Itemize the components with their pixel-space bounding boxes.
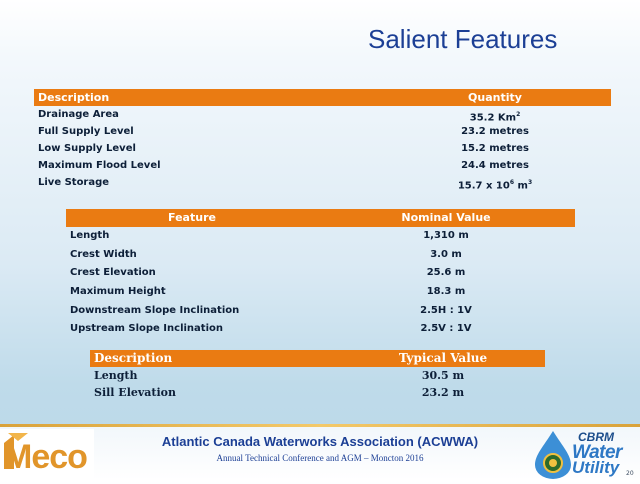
table-row <box>66 320 575 339</box>
row-label: Upstream Slope Inclination <box>70 323 223 335</box>
row-value: 23.2 metres <box>461 126 529 137</box>
row-value: 15.7 x $10^6$ $m^3$ <box>457 179 533 192</box>
cbrm-logo-water: Water <box>572 442 622 463</box>
cbrm-logo-top: CBRM <box>578 430 614 444</box>
row-label: Live Storage <box>38 177 110 188</box>
row-value: 25.6 m <box>426 267 466 279</box>
table-row <box>66 246 575 265</box>
table-header <box>34 89 611 106</box>
row-value: 23.2 m <box>421 386 465 399</box>
table-row <box>66 264 575 283</box>
header-feature: Feature <box>168 211 216 224</box>
slide-title: Salient Features <box>368 24 558 54</box>
row-value: 2.5V : 1V <box>420 323 472 335</box>
row-label: Low Supply Level <box>38 143 136 154</box>
meco-logo-text: Meco <box>4 438 87 476</box>
page-number: 20 <box>626 470 634 477</box>
row-value: 18.3 m <box>426 286 466 298</box>
row-value: 1,310 m <box>423 230 469 241</box>
row-value: 35.2 Km$^2$ <box>469 111 521 124</box>
spillway-table <box>90 350 545 401</box>
row-value: 15.2 metres <box>461 143 529 154</box>
conference-name: Annual Technical Conference and AGM – Moncton 2016 <box>216 453 424 463</box>
row-label: Crest Width <box>70 248 137 260</box>
row-value: 3.0 m <box>430 248 462 260</box>
table-row <box>34 174 611 191</box>
table-row <box>90 367 545 384</box>
header-description: Description <box>94 351 173 365</box>
header-typical-value: Typical Value <box>398 351 488 365</box>
header-quantity: Quantity <box>468 91 522 104</box>
table-header <box>66 209 575 227</box>
table-row <box>66 302 575 321</box>
table-header <box>90 350 545 367</box>
row-value: 30.5 m <box>421 369 465 382</box>
table-row <box>66 227 575 246</box>
table-row <box>34 140 611 157</box>
row-label: Maximum Height <box>70 286 166 298</box>
row-value: 2.5H : 1V <box>420 304 472 316</box>
association-name: Atlantic Canada Waterworks Association (ACWWA) <box>161 434 479 449</box>
salient-quantities-table <box>34 89 611 191</box>
row-label: Full Supply Level <box>38 126 134 137</box>
row-label: Crest Elevation <box>70 267 156 279</box>
table-row <box>34 106 611 123</box>
header-description: Description <box>38 91 110 104</box>
row-label: Length <box>94 369 138 382</box>
row-label: Downstream Slope Inclination <box>70 304 240 316</box>
table-row <box>34 157 611 174</box>
table-row <box>66 283 575 302</box>
dam-features-table <box>66 209 575 339</box>
table-row <box>34 123 611 140</box>
row-value: 24.4 metres <box>461 160 529 171</box>
row-label: Drainage Area <box>38 109 119 120</box>
cbrm-logo-utility: Utility <box>572 458 620 477</box>
table-row <box>90 384 545 401</box>
row-label: Maximum Flood Level <box>38 160 161 171</box>
header-nominal-value: Nominal Value <box>401 211 491 224</box>
row-label: Sill Elevation <box>94 386 176 399</box>
row-label: Length <box>70 230 110 241</box>
